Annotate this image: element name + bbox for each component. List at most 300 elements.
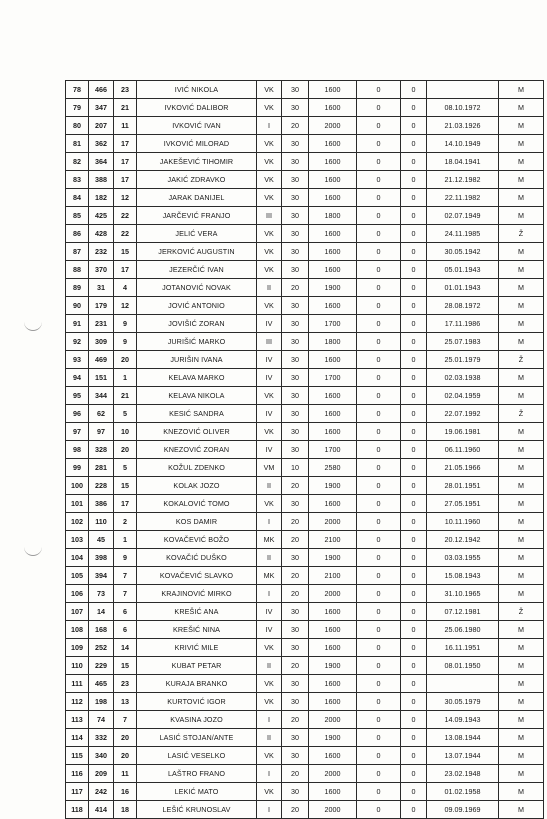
sex-cell: M <box>499 567 544 585</box>
row-number-cell: 113 <box>66 711 89 729</box>
table-row <box>66 603 544 621</box>
amount-cell: 1600 <box>309 135 357 153</box>
amount-cell: 1600 <box>309 405 357 423</box>
row-number-cell: 102 <box>66 513 89 531</box>
member-name-cell: JELIĆ VERA <box>137 225 257 243</box>
value-b-cell: 0 <box>401 549 427 567</box>
sex-cell: M <box>499 369 544 387</box>
amount-cell: 1600 <box>309 621 357 639</box>
member-id-cell: 73 <box>89 585 114 603</box>
row-number-cell: 82 <box>66 153 89 171</box>
birth-date-cell: 14.09.1943 <box>427 711 499 729</box>
member-id-cell: 414 <box>89 801 114 819</box>
member-name-cell: IVIĆ NIKOLA <box>137 81 257 99</box>
value-b-cell: 0 <box>401 135 427 153</box>
points-cell: 20 <box>282 657 309 675</box>
member-id-cell: 31 <box>89 279 114 297</box>
birth-date-cell: 21.05.1966 <box>427 459 499 477</box>
table-row <box>66 765 544 783</box>
value-b-cell: 0 <box>401 117 427 135</box>
table-row <box>66 459 544 477</box>
points-cell: 30 <box>282 135 309 153</box>
category-cell: I <box>257 765 282 783</box>
value-a-cell: 0 <box>357 297 401 315</box>
birth-date-cell: 24.11.1985 <box>427 225 499 243</box>
value-b-cell: 0 <box>401 675 427 693</box>
value-a-cell: 0 <box>357 513 401 531</box>
value-a-cell: 0 <box>357 135 401 153</box>
group-number-cell: 22 <box>114 225 137 243</box>
sex-cell: M <box>499 441 544 459</box>
table-row <box>66 783 544 801</box>
group-number-cell: 21 <box>114 99 137 117</box>
category-cell: III <box>257 333 282 351</box>
sex-cell: M <box>499 783 544 801</box>
sex-cell: M <box>499 279 544 297</box>
amount-cell: 1600 <box>309 171 357 189</box>
group-number-cell: 7 <box>114 711 137 729</box>
value-a-cell: 0 <box>357 225 401 243</box>
sex-cell: M <box>499 477 544 495</box>
sex-cell: Ž <box>499 351 544 369</box>
member-id-cell: 309 <box>89 333 114 351</box>
member-name-cell: KUBAT PETAR <box>137 657 257 675</box>
row-number-cell: 87 <box>66 243 89 261</box>
value-a-cell: 0 <box>357 207 401 225</box>
group-number-cell: 7 <box>114 585 137 603</box>
category-cell: IV <box>257 369 282 387</box>
birth-date-cell <box>427 675 499 693</box>
sex-cell: M <box>499 657 544 675</box>
value-a-cell: 0 <box>357 585 401 603</box>
value-a-cell: 0 <box>357 171 401 189</box>
group-number-cell: 9 <box>114 549 137 567</box>
table-row <box>66 441 544 459</box>
value-b-cell: 0 <box>401 261 427 279</box>
row-number-cell: 112 <box>66 693 89 711</box>
member-name-cell: KRIVIĆ MILE <box>137 639 257 657</box>
group-number-cell: 17 <box>114 261 137 279</box>
member-id-cell: 229 <box>89 657 114 675</box>
category-cell: III <box>257 207 282 225</box>
value-b-cell: 0 <box>401 639 427 657</box>
member-name-cell: JOTANOVIĆ NOVAK <box>137 279 257 297</box>
birth-date-cell: 01.01.1943 <box>427 279 499 297</box>
amount-cell: 1600 <box>309 81 357 99</box>
points-cell: 30 <box>282 495 309 513</box>
table-row <box>66 531 544 549</box>
row-number-cell: 78 <box>66 81 89 99</box>
value-b-cell: 0 <box>401 225 427 243</box>
member-id-cell: 232 <box>89 243 114 261</box>
value-b-cell: 0 <box>401 711 427 729</box>
member-name-cell: JAKIĆ ZDRAVKO <box>137 171 257 189</box>
category-cell: VK <box>257 135 282 153</box>
value-b-cell: 0 <box>401 729 427 747</box>
birth-date-cell: 06.11.1960 <box>427 441 499 459</box>
group-number-cell: 9 <box>114 333 137 351</box>
category-cell: I <box>257 711 282 729</box>
row-number-cell: 90 <box>66 297 89 315</box>
value-b-cell: 0 <box>401 81 427 99</box>
sex-cell: M <box>499 243 544 261</box>
row-number-cell: 99 <box>66 459 89 477</box>
amount-cell: 1600 <box>309 783 357 801</box>
value-a-cell: 0 <box>357 567 401 585</box>
member-id-cell: 398 <box>89 549 114 567</box>
birth-date-cell: 02.03.1938 <box>427 369 499 387</box>
member-name-cell: KOVAČIĆ DUŠKO <box>137 549 257 567</box>
amount-cell: 2000 <box>309 117 357 135</box>
category-cell: VM <box>257 459 282 477</box>
row-number-cell: 89 <box>66 279 89 297</box>
birth-date-cell: 02.04.1959 <box>427 387 499 405</box>
row-number-cell: 79 <box>66 99 89 117</box>
amount-cell: 1600 <box>309 153 357 171</box>
value-b-cell: 0 <box>401 567 427 585</box>
sex-cell: M <box>499 459 544 477</box>
amount-cell: 1600 <box>309 675 357 693</box>
sex-cell: M <box>499 765 544 783</box>
points-cell: 30 <box>282 387 309 405</box>
member-name-cell: JURIŠIĆ MARKO <box>137 333 257 351</box>
amount-cell: 2000 <box>309 765 357 783</box>
value-a-cell: 0 <box>357 495 401 513</box>
group-number-cell: 1 <box>114 531 137 549</box>
amount-cell: 1600 <box>309 351 357 369</box>
group-number-cell: 5 <box>114 459 137 477</box>
member-id-cell: 14 <box>89 603 114 621</box>
value-a-cell: 0 <box>357 441 401 459</box>
value-a-cell: 0 <box>357 189 401 207</box>
table-row <box>66 495 544 513</box>
birth-date-cell: 08.01.1950 <box>427 657 499 675</box>
points-cell: 30 <box>282 549 309 567</box>
value-b-cell: 0 <box>401 531 427 549</box>
row-number-cell: 98 <box>66 441 89 459</box>
member-name-cell: JOVIĆ ANTONIO <box>137 297 257 315</box>
amount-cell: 1600 <box>309 99 357 117</box>
points-cell: 20 <box>282 531 309 549</box>
member-id-cell: 332 <box>89 729 114 747</box>
value-a-cell: 0 <box>357 117 401 135</box>
table-row <box>66 657 544 675</box>
amount-cell: 1900 <box>309 279 357 297</box>
sex-cell: M <box>499 81 544 99</box>
category-cell: IV <box>257 621 282 639</box>
member-id-cell: 209 <box>89 765 114 783</box>
member-id-cell: 252 <box>89 639 114 657</box>
value-b-cell: 0 <box>401 207 427 225</box>
sex-cell: M <box>499 315 544 333</box>
member-name-cell: JURIŠIN IVANA <box>137 351 257 369</box>
category-cell: MK <box>257 531 282 549</box>
amount-cell: 1700 <box>309 315 357 333</box>
member-id-cell: 328 <box>89 441 114 459</box>
category-cell: VK <box>257 81 282 99</box>
table-row <box>66 99 544 117</box>
member-id-cell: 179 <box>89 297 114 315</box>
member-id-cell: 228 <box>89 477 114 495</box>
amount-cell: 1600 <box>309 423 357 441</box>
group-number-cell: 1 <box>114 369 137 387</box>
category-cell: VK <box>257 243 282 261</box>
amount-cell: 2000 <box>309 513 357 531</box>
row-number-cell: 81 <box>66 135 89 153</box>
table-row <box>66 243 544 261</box>
birth-date-cell: 23.02.1948 <box>427 765 499 783</box>
member-name-cell: JOVIŠIĆ ZORAN <box>137 315 257 333</box>
row-number-cell: 86 <box>66 225 89 243</box>
sex-cell: M <box>499 117 544 135</box>
group-number-cell: 12 <box>114 297 137 315</box>
category-cell: VK <box>257 693 282 711</box>
amount-cell: 1600 <box>309 225 357 243</box>
points-cell: 20 <box>282 513 309 531</box>
sex-cell: M <box>499 729 544 747</box>
value-b-cell: 0 <box>401 99 427 117</box>
group-number-cell: 11 <box>114 765 137 783</box>
member-id-cell: 97 <box>89 423 114 441</box>
sex-cell: M <box>499 621 544 639</box>
birth-date-cell: 25.01.1979 <box>427 351 499 369</box>
table-row <box>66 189 544 207</box>
points-cell: 20 <box>282 477 309 495</box>
value-a-cell: 0 <box>357 621 401 639</box>
amount-cell: 2000 <box>309 801 357 819</box>
category-cell: II <box>257 729 282 747</box>
member-id-cell: 370 <box>89 261 114 279</box>
birth-date-cell: 10.11.1960 <box>427 513 499 531</box>
row-number-cell: 110 <box>66 657 89 675</box>
row-number-cell: 100 <box>66 477 89 495</box>
birth-date-cell: 07.12.1981 <box>427 603 499 621</box>
value-b-cell: 0 <box>401 351 427 369</box>
value-a-cell: 0 <box>357 729 401 747</box>
row-number-cell: 114 <box>66 729 89 747</box>
amount-cell: 1600 <box>309 261 357 279</box>
amount-cell: 1600 <box>309 747 357 765</box>
category-cell: IV <box>257 351 282 369</box>
amount-cell: 1900 <box>309 657 357 675</box>
row-number-cell: 108 <box>66 621 89 639</box>
row-number-cell: 85 <box>66 207 89 225</box>
value-b-cell: 0 <box>401 171 427 189</box>
amount-cell: 1600 <box>309 387 357 405</box>
value-a-cell: 0 <box>357 747 401 765</box>
value-a-cell: 0 <box>357 675 401 693</box>
birth-date-cell: 13.07.1944 <box>427 747 499 765</box>
row-number-cell: 105 <box>66 567 89 585</box>
amount-cell: 1600 <box>309 603 357 621</box>
amount-cell: 1600 <box>309 495 357 513</box>
value-a-cell: 0 <box>357 333 401 351</box>
value-a-cell: 0 <box>357 387 401 405</box>
member-id-cell: 182 <box>89 189 114 207</box>
value-a-cell: 0 <box>357 765 401 783</box>
value-a-cell: 0 <box>357 405 401 423</box>
table-row <box>66 423 544 441</box>
member-name-cell: LAŠTRO FRANO <box>137 765 257 783</box>
value-b-cell: 0 <box>401 603 427 621</box>
binder-hole-mark <box>24 545 42 556</box>
member-id-cell: 344 <box>89 387 114 405</box>
amount-cell: 1600 <box>309 189 357 207</box>
category-cell: IV <box>257 603 282 621</box>
value-b-cell: 0 <box>401 657 427 675</box>
member-name-cell: KURTOVIĆ IGOR <box>137 693 257 711</box>
value-b-cell: 0 <box>401 459 427 477</box>
points-cell: 30 <box>282 621 309 639</box>
member-name-cell: KREŠIĆ ANA <box>137 603 257 621</box>
table-row <box>66 387 544 405</box>
table-row <box>66 351 544 369</box>
member-id-cell: 466 <box>89 81 114 99</box>
sex-cell: M <box>499 99 544 117</box>
birth-date-cell: 27.05.1951 <box>427 495 499 513</box>
points-cell: 30 <box>282 333 309 351</box>
member-name-cell: KOS DAMIR <box>137 513 257 531</box>
table-row <box>66 711 544 729</box>
table-row <box>66 297 544 315</box>
member-name-cell: KOŽUL ZDENKO <box>137 459 257 477</box>
amount-cell: 1600 <box>309 693 357 711</box>
value-a-cell: 0 <box>357 315 401 333</box>
category-cell: II <box>257 477 282 495</box>
member-name-cell: KOVAČEVIĆ BOŽO <box>137 531 257 549</box>
points-cell: 30 <box>282 243 309 261</box>
value-b-cell: 0 <box>401 693 427 711</box>
category-cell: VK <box>257 171 282 189</box>
birth-date-cell: 18.04.1941 <box>427 153 499 171</box>
sex-cell: M <box>499 189 544 207</box>
category-cell: I <box>257 801 282 819</box>
value-a-cell: 0 <box>357 279 401 297</box>
points-cell: 30 <box>282 747 309 765</box>
sex-cell: M <box>499 639 544 657</box>
member-id-cell: 388 <box>89 171 114 189</box>
member-name-cell: KURAJA BRANKO <box>137 675 257 693</box>
table-row <box>66 135 544 153</box>
value-a-cell: 0 <box>357 351 401 369</box>
sex-cell: M <box>499 207 544 225</box>
category-cell: MK <box>257 567 282 585</box>
group-number-cell: 9 <box>114 315 137 333</box>
table-row <box>66 153 544 171</box>
birth-date-cell: 22.11.1982 <box>427 189 499 207</box>
row-number-cell: 88 <box>66 261 89 279</box>
row-number-cell: 103 <box>66 531 89 549</box>
points-cell: 30 <box>282 639 309 657</box>
birth-date-cell: 31.10.1965 <box>427 585 499 603</box>
sex-cell: M <box>499 675 544 693</box>
table-row <box>66 513 544 531</box>
value-b-cell: 0 <box>401 783 427 801</box>
group-number-cell: 18 <box>114 801 137 819</box>
category-cell: VK <box>257 99 282 117</box>
sex-cell: M <box>499 297 544 315</box>
row-number-cell: 117 <box>66 783 89 801</box>
table-row <box>66 117 544 135</box>
value-b-cell: 0 <box>401 153 427 171</box>
value-b-cell: 0 <box>401 621 427 639</box>
birth-date-cell: 25.06.1980 <box>427 621 499 639</box>
member-id-cell: 364 <box>89 153 114 171</box>
value-a-cell: 0 <box>357 657 401 675</box>
value-b-cell: 0 <box>401 369 427 387</box>
points-cell: 30 <box>282 189 309 207</box>
member-name-cell: KRAJINOVIĆ MIRKO <box>137 585 257 603</box>
birth-date-cell: 09.09.1969 <box>427 801 499 819</box>
group-number-cell: 20 <box>114 441 137 459</box>
value-b-cell: 0 <box>401 423 427 441</box>
table-row <box>66 675 544 693</box>
amount-cell: 1700 <box>309 441 357 459</box>
birth-date-cell: 30.05.1979 <box>427 693 499 711</box>
table-row <box>66 639 544 657</box>
member-name-cell: KELAVA MARKO <box>137 369 257 387</box>
row-number-cell: 91 <box>66 315 89 333</box>
value-b-cell: 0 <box>401 441 427 459</box>
sex-cell: M <box>499 801 544 819</box>
table-row <box>66 261 544 279</box>
birth-date-cell: 30.05.1942 <box>427 243 499 261</box>
member-id-cell: 347 <box>89 99 114 117</box>
table-row <box>66 207 544 225</box>
category-cell: VK <box>257 783 282 801</box>
group-number-cell: 5 <box>114 405 137 423</box>
value-b-cell: 0 <box>401 297 427 315</box>
member-name-cell: JERKOVIĆ AUGUSTIN <box>137 243 257 261</box>
points-cell: 30 <box>282 207 309 225</box>
category-cell: VK <box>257 189 282 207</box>
table-row <box>66 369 544 387</box>
value-b-cell: 0 <box>401 585 427 603</box>
table-row <box>66 171 544 189</box>
value-b-cell: 0 <box>401 765 427 783</box>
table-row <box>66 801 544 819</box>
sex-cell: M <box>499 135 544 153</box>
register-table <box>65 80 544 819</box>
sex-cell: M <box>499 423 544 441</box>
table-row <box>66 567 544 585</box>
member-name-cell: KOKALOVIĆ TOMO <box>137 495 257 513</box>
sex-cell: M <box>499 693 544 711</box>
sex-cell: M <box>499 153 544 171</box>
points-cell: 10 <box>282 459 309 477</box>
table-row <box>66 585 544 603</box>
birth-date-cell: 20.12.1942 <box>427 531 499 549</box>
group-number-cell: 20 <box>114 351 137 369</box>
member-id-cell: 62 <box>89 405 114 423</box>
amount-cell: 1600 <box>309 297 357 315</box>
row-number-cell: 93 <box>66 351 89 369</box>
member-name-cell: KOVAČEVIĆ SLAVKO <box>137 567 257 585</box>
group-number-cell: 15 <box>114 243 137 261</box>
sex-cell: M <box>499 549 544 567</box>
binder-hole-mark <box>24 320 42 331</box>
value-a-cell: 0 <box>357 99 401 117</box>
birth-date-cell: 21.12.1982 <box>427 171 499 189</box>
category-cell: VK <box>257 387 282 405</box>
category-cell: II <box>257 279 282 297</box>
birth-date-cell: 02.07.1949 <box>427 207 499 225</box>
birth-date-cell: 05.01.1943 <box>427 261 499 279</box>
group-number-cell: 20 <box>114 747 137 765</box>
category-cell: VK <box>257 261 282 279</box>
sex-cell: Ž <box>499 225 544 243</box>
points-cell: 20 <box>282 117 309 135</box>
